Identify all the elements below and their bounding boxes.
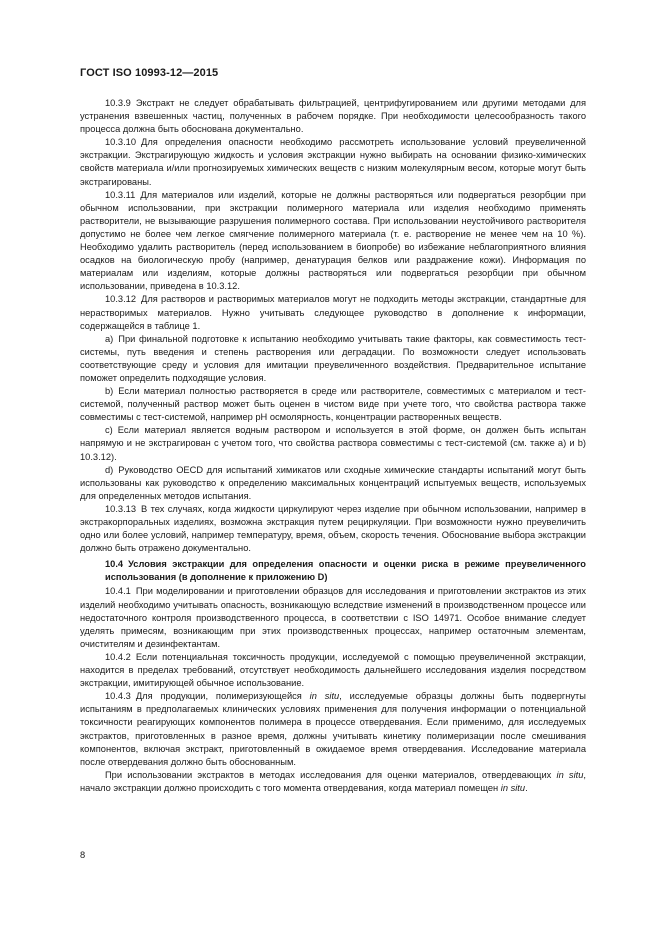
section-number: 10.4 — [105, 559, 124, 570]
italic-term: in situ — [500, 782, 526, 793]
paragraph-text-part: Для продукции, полимеризующейся — [135, 691, 310, 702]
document-header: ГОСТ ISO 10993-12—2015 — [80, 67, 219, 79]
paragraph-10-3-13 — [80, 503, 586, 555]
list-item-d — [80, 464, 586, 503]
list-item-text: Если материал полностью растворяется в среде или растворителе, совместимых с материалом и тест-системой, полученный раствор может быть оценен в чистом виде при учете того, что свойства раствора также совместимы с тест-системой, например pH осмолярность, концентрации растворенных веществ. — [80, 386, 586, 423]
paragraph-10-3-11 — [80, 189, 586, 294]
paragraph-text: Для материалов или изделий, которые не должны растворяться или подвергаться резорбции при обычном использовании, при экстракции полимерного материала или изделия необходимо применять растворители, не вызывающие разрушения полимерного состава. При использовании неустойчивого растворителя допустимо не более чем легкое смягчение полимерного материала (т. е. растворение не менее чем на 10 %). Необходимо удалить растворитель (перед использованием в биопробе) во избежание неблагоприятного влияния осадков на биологическую пробу (например, денатурация белков или раздражение кожи). Информация по материалам или изделиям, которые должны растворяться или подвергаться резорбции при обычном использовании, приведена в 10.3.12. — [80, 189, 586, 292]
list-item-a — [80, 333, 586, 385]
paragraph-number: 10.3.12 — [105, 294, 137, 305]
paragraph-text-part: . — [525, 782, 528, 793]
paragraph-10-3-9 — [80, 97, 586, 136]
paragraph-10-4-3 — [80, 690, 586, 769]
paragraph-text-part: , начало экстракции должно происходить с того момента отвердевания, когда материал помещен — [80, 769, 586, 793]
paragraph-number: 10.3.9 — [105, 98, 131, 108]
paragraph-10-3-12 — [80, 293, 586, 332]
section-heading-10-4 — [105, 558, 586, 584]
paragraph-text: В тех случаях, когда жидкости циркулируют через изделие при обычном использовании, например в экстракорпоральных изделиях, возможна экстракция путем рециркуляции. При возможности нужно преувеличить одно или более условий, например температуру, время, объем, скорость течения. Обоснование выбора экстракции должно быть отражено документально. — [80, 503, 586, 554]
list-item-text: Если материал является водным раствором и используется в этой форме, он должен быть испытан напрямую и не экстрагирован с учетом того, что свойства раствора совместимы с тест-системой (см. также a) и b) 10.3.12). — [80, 425, 586, 462]
paragraph-number: 10.3.11 — [105, 189, 136, 200]
paragraph-number: 10.4.2 — [105, 651, 131, 662]
list-marker: a) — [105, 333, 114, 344]
list-item-text: Руководство OECD для испытаний химикатов или сходные химические стандарты испытаний могут быть использованы как руководство к определению максимальных концентраций испытуемых веществ, используемых для определенных методов испытания. — [80, 464, 586, 501]
list-marker: b) — [105, 386, 114, 397]
paragraph-text: Для растворов и растворимых материалов могут не подходить методы экстракции, стандартные для нерастворимых материалов. Нужно учитывать следующее руководство в дополнение к информации, содержащейся в таблице 1. — [80, 294, 586, 331]
paragraph-text: Если потенциальная токсичность продукции, исследуемой с помощью преувеличенной экстракции, находится в пределах требований, отсутствует необходимость дальнейшего исследования изделия посредством экстракции, имитирующей обычное использование. — [80, 651, 586, 689]
paragraph-10-4-2 — [80, 651, 586, 690]
paragraph-text: Экстракт не следует обрабатывать фильтрацией, центрифугированием или другими методами для устранения взвешенных частиц, полученных в рабочем порядке. При необходимости целесообразность такого процесса должна быть обоснована документально. — [80, 98, 586, 135]
paragraph-text-part: , исследуемые образцы должны быть подвергнуты испытаниям в предполагаемых клинических условиях применения для получения информации о потенциальной токсичности реагирующих компонентов полимера в процессе отвердевания. Если применимо, для исследуемых экстрактов, приготовленных в разное время, должны учитывать кинетику полимеризации после смешивания компонентов, включая экстракт, приготовленный в ожидаемое время отвердевания. Исследование материала после отвердевания должно быть обоснованным. — [80, 691, 586, 767]
italic-term: in situ — [309, 691, 340, 702]
paragraph-number: 10.4.3 — [105, 691, 131, 702]
list-item-c — [80, 424, 586, 463]
paragraph-final — [80, 769, 586, 795]
paragraph-text: При моделировании и приготовлении образцов для исследования и приготовлении экстрактов из этих изделий необходимо учитывать опасность, возникающую вследствие изменений в производственном процессе или недостаточного контроля производственного процесса, в соответствии с ISO 14971. Особое внимание следует уделять примесям, возникающим при этих производственных процессах, например остаточным элементам, очистителям и дезинфектантам. — [80, 586, 586, 649]
paragraph-number: 10.3.10 — [105, 137, 137, 148]
paragraph-10-4-1 — [80, 585, 586, 650]
paragraph-number: 10.3.13 — [105, 503, 137, 514]
paragraph-10-3-10 — [80, 136, 586, 188]
list-marker: d) — [105, 464, 114, 475]
paragraph-text: Для определения опасности необходимо рассмотреть использование условий преувеличенной экстракции. Экстрагирующую жидкость и условия экстракции нужно выбирать на основании физико-химических свойств материала и/или прогнозируемых химических веществ с низким молекулярным весом, которые могут быть экстрагированы. — [80, 137, 586, 187]
list-item-text: При финальной подготовке к испытанию необходимо учитывать такие факторы, как совместимость тест-системы, путь введения и степень растворения или деградации. По возможности следует использовать соответствующие среду и условия для имитации преувеличенного воздействия. Предварительное испытание поможет определить подходящие условия. — [80, 333, 586, 383]
list-marker: c) — [105, 425, 113, 436]
paragraph-text-part: При использовании экстрактов в методах исследования для оценки материалов, отвердевающих — [105, 769, 557, 780]
section-title: Условия экстракции для определения опасности и оценки риска в режиме преувеличенного использования (в дополнение к приложению D) — [105, 559, 586, 583]
page-body — [80, 97, 586, 795]
italic-term: in situ — [556, 769, 584, 780]
page-number: 8 — [80, 850, 86, 860]
paragraph-number: 10.4.1 — [105, 586, 131, 597]
list-item-b — [80, 385, 586, 424]
